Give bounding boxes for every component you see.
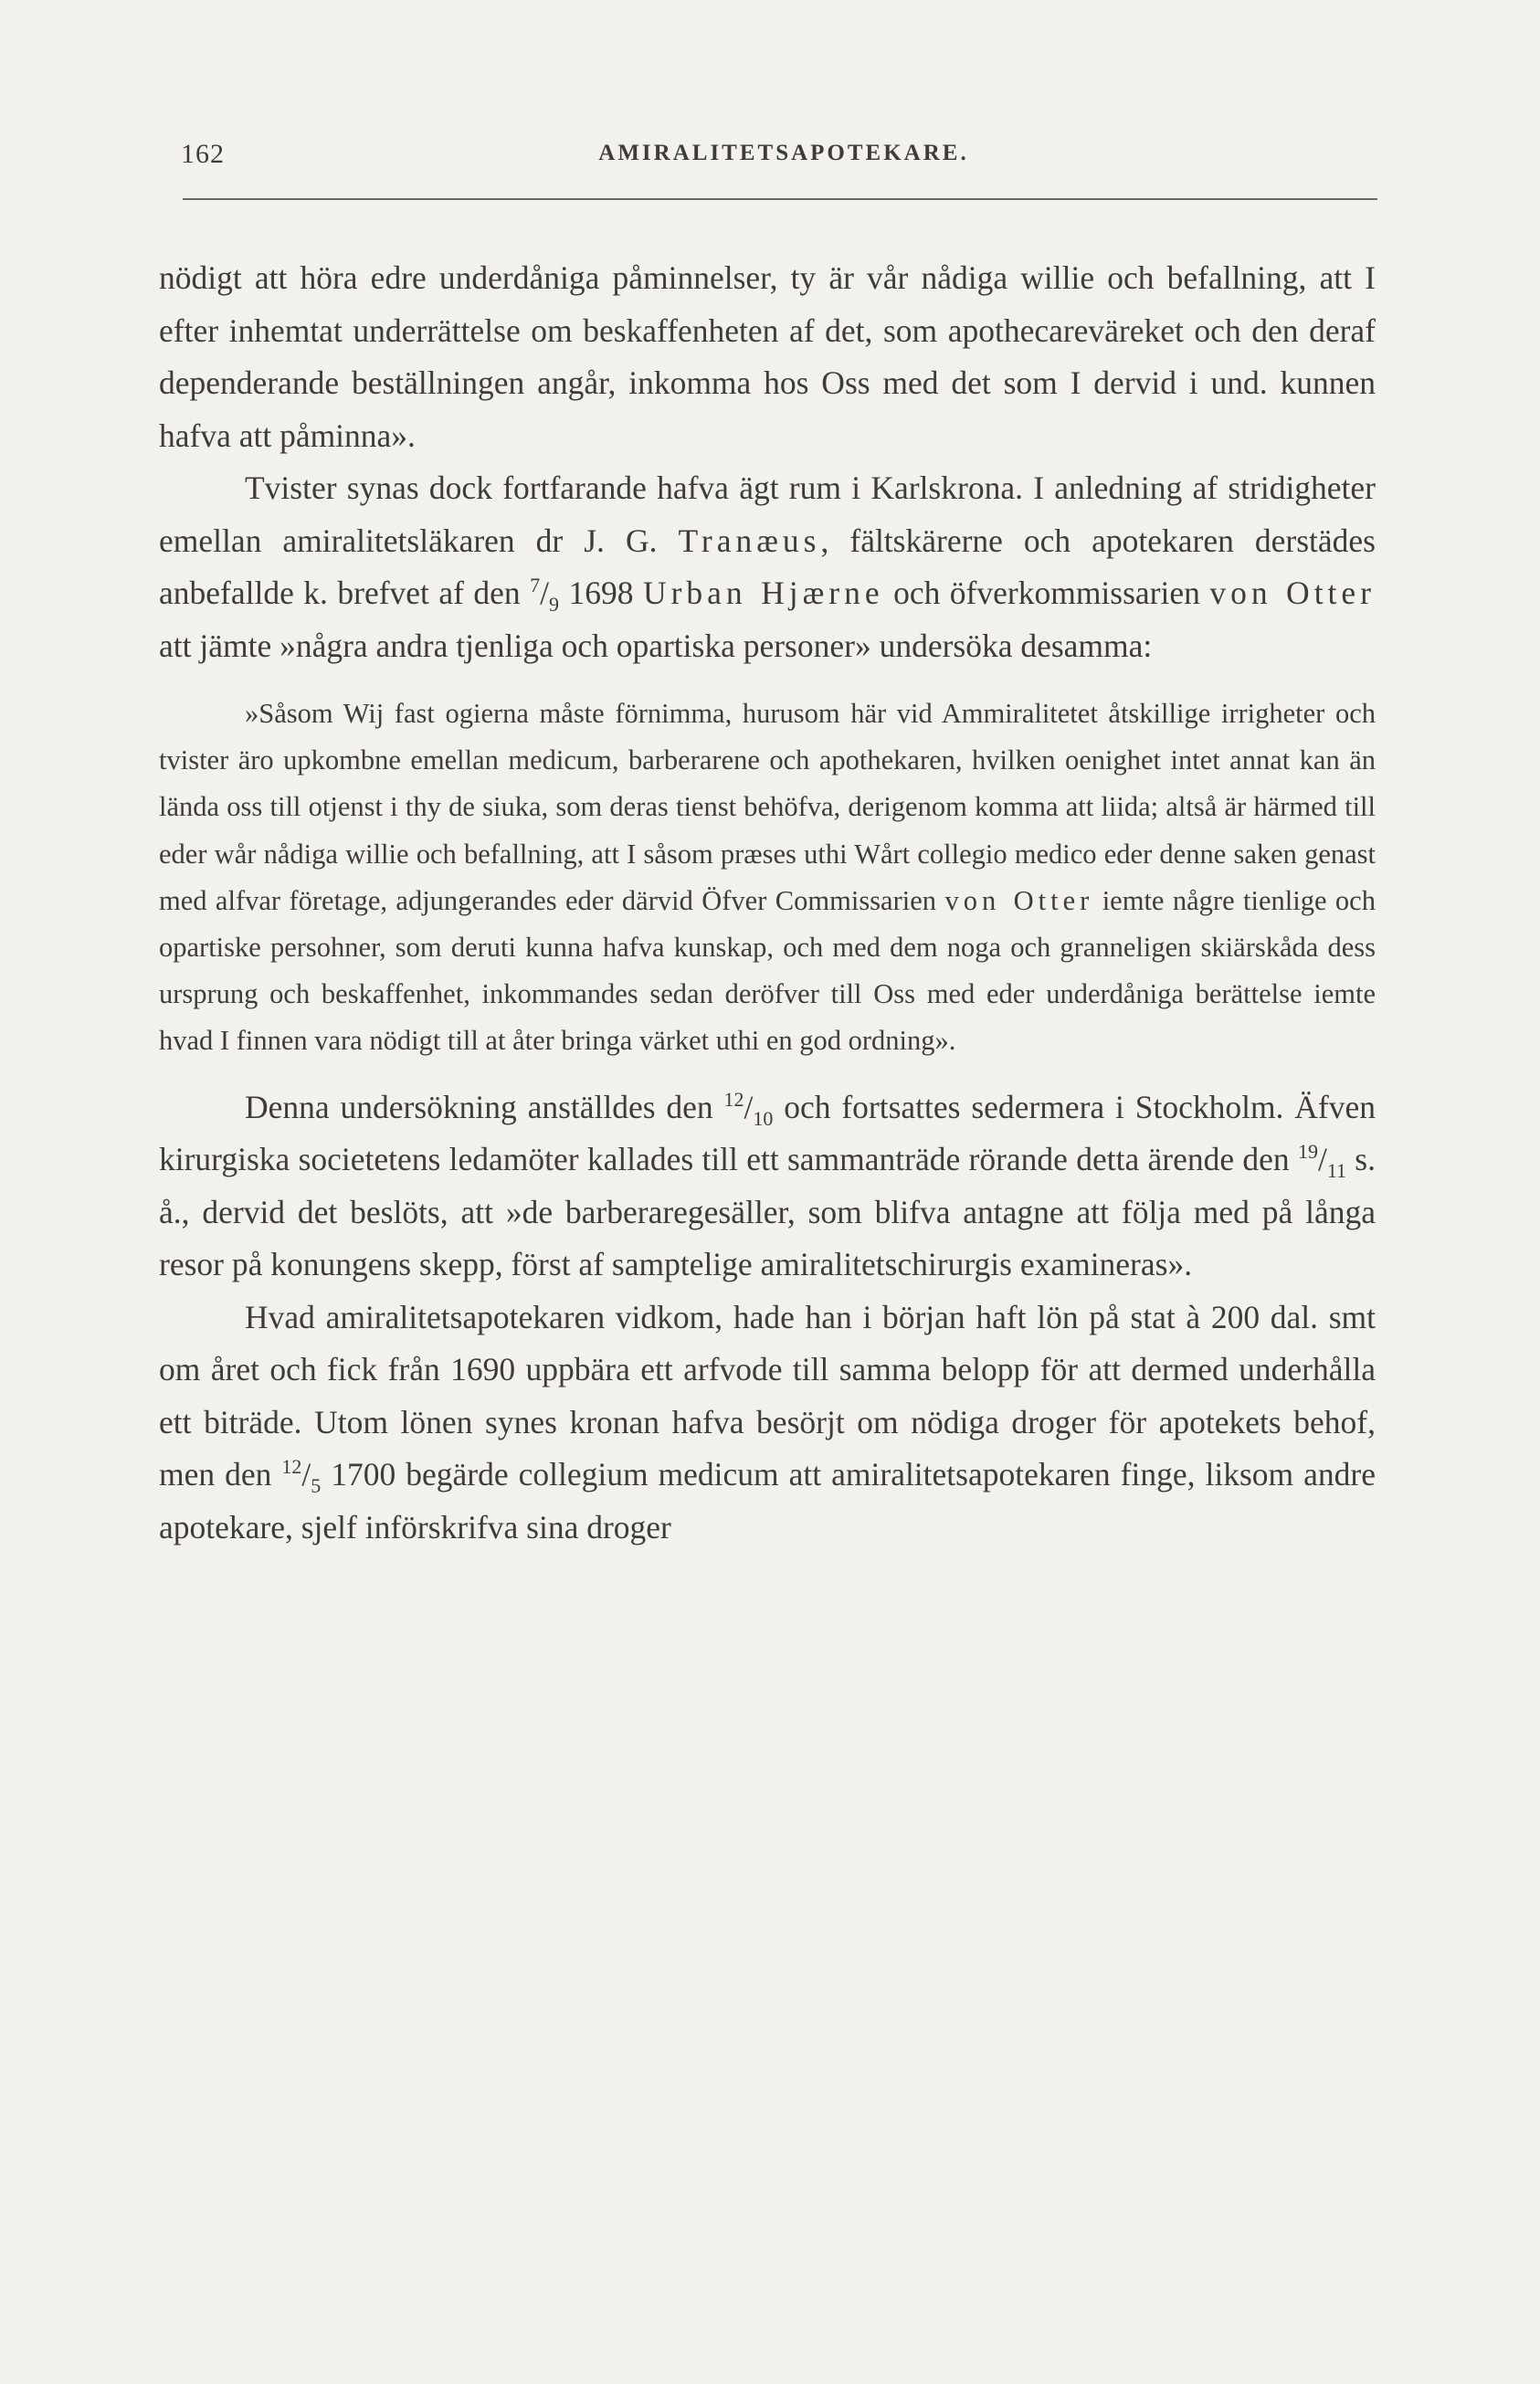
quote-text-a: »Såsom Wij fast ogierna måste förnimma, hurusom här vid Ammiralitetet åtskillige irrigheter och tvister äro upkombne emellan medicum, barberarene och apothekaren, hvilken oenighet intet annat kan än lända oss till otjenst i thy de siuka, som deras tienst behöfva, derigenom komma att liida; altså är härmed till eder wår nådiga willie och befallning, att I såsom præses uthi Wårt collegio medico eder denne saken genast med alfvar företage, adjungerandes eder därvid Öfver Commissarien xyxy=(159,698,1376,916)
paragraph-4 xyxy=(159,1292,1376,1555)
page-header xyxy=(181,139,1377,175)
fraction-denominator: 10 xyxy=(753,1106,774,1130)
p2-text-d: och öfverkommissarien xyxy=(883,575,1210,611)
fraction-denominator: 5 xyxy=(311,1474,322,1498)
p3-text-c: s. å., dervid det beslöts, att »de barberaregesäller, som blifva antagne att följa med på långa resor på konungens skepp, först af samptelige amiralitetschirurgis examineras». xyxy=(159,1141,1376,1283)
name-hjaerne: Urban Hjærne xyxy=(642,575,884,611)
date-fraction-4: $^{12}/_5$ xyxy=(281,1455,322,1498)
p4-text-a: Hvad amiralitetsapotekaren vidkom, hade han i början haft lön på stat à 200 dal. smt om året och fick från 1690 uppbära ett arfvode till samma belopp för att dermed underhålla ett biträde. Utom lönen synes kronan hafva besörjt om nödiga droger för apotekets behof, men den xyxy=(159,1298,1376,1493)
p3-text-b: och fortsattes sedermera i Stockholm. Äfven kirurgiska societetens ledamöter kallades till ett sammanträde rörande detta ärende den xyxy=(159,1088,1376,1178)
fraction-numerator: 19 xyxy=(1297,1140,1318,1164)
header-rule xyxy=(183,198,1377,200)
quoted-letter xyxy=(159,691,1376,1065)
p3-text-a: Denna undersökning anställdes den xyxy=(245,1088,724,1125)
paragraph-2 xyxy=(159,462,1376,672)
body-text xyxy=(159,252,1376,1554)
paragraph-3 xyxy=(159,1081,1376,1292)
quote-name-von-otter: von Otter xyxy=(944,884,1094,916)
quote-text-b: iemte någre tienlige och opartiske persohner, som deruti kunna hafva kunskap, och med dem noga och granneligen skiärskåda dess ursprung och beskaffenhet, inkommandes sedan deröfver till Oss med eder underdåniga berättelse iemte hvad I finnen vara nödigt till at åter bringa värket uthi en god ordning». xyxy=(159,884,1376,1057)
p2-text-c: 1698 xyxy=(559,575,643,611)
p4-text-b: 1700 begärde collegium medicum att amiralitetsapotekaren finge, liksom andre apotekare, sjelf införskrifva sina droger xyxy=(159,1456,1376,1545)
p2-text-b: , fältskärerne och apotekaren derstädes anbefallde k. brefvet af den xyxy=(159,522,1376,611)
date-fraction-2: $^{12}/_{10}$ xyxy=(723,1087,774,1130)
fraction-denominator: 9 xyxy=(549,593,559,617)
p2-text-e: att jämte »några andra tjenliga och opartiska personer» undersöka desamma: xyxy=(159,627,1153,664)
date-fraction-1: $^7/_9$ xyxy=(530,574,559,617)
paragraph-1 xyxy=(159,252,1376,462)
date-fraction-3: $^{19}/_{11}$ xyxy=(1297,1140,1346,1183)
fraction-numerator: 7 xyxy=(530,574,541,597)
fraction-denominator: 11 xyxy=(1326,1159,1346,1183)
fraction-numerator: 12 xyxy=(723,1087,744,1111)
name-von-otter: von Otter xyxy=(1209,575,1376,611)
page-number: 162 xyxy=(181,139,225,169)
fraction-numerator: 12 xyxy=(281,1455,302,1479)
paragraph-1-text: nödigt att höra edre underdåniga påminnelser, ty är vår nådiga willie och befallning, att I efter inhemtat underrättelse om beskaffenheten af det, som apothecareväreket och den deraf dependerande beställningen angår, inkomma hos Oss med det som I dervid i und. kunnen hafva att påminna». xyxy=(159,259,1376,454)
running-title: AMIRALITETSAPOTEKARE. xyxy=(598,141,969,165)
p2-text-a: Tvister synas dock fortfarande hafva ägt rum i Karlskrona. I anledning af stridigheter emellan amiralitetsläkaren dr J. G. xyxy=(159,469,1376,559)
name-tranaeus: Tranæus xyxy=(678,522,821,559)
